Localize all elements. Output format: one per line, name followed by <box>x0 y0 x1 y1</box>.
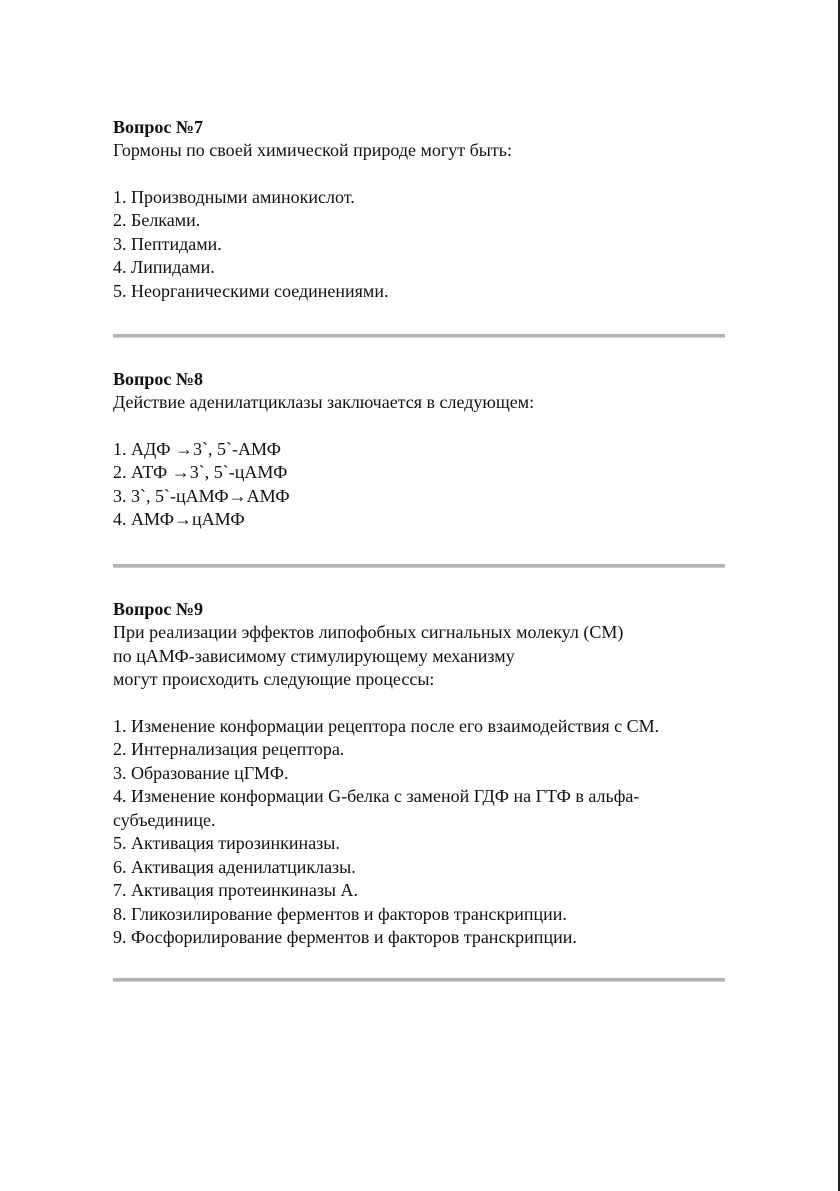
section-divider <box>113 334 725 338</box>
answer-option: 1. АДФ →3`, 5`-АМФ <box>113 438 281 459</box>
answer-option: 8. Гликозилирование ферментов и факторов транскрипции. <box>113 903 567 924</box>
answer-option: 9. Фосфорилирование ферментов и факторов транскрипции. <box>113 927 577 947</box>
answer-option: 3. Образование цГМФ. <box>113 762 289 783</box>
question-7 <box>113 115 733 303</box>
answer-list <box>113 438 733 532</box>
question-text: При реализации эффектов липофобных сигнальных молекул (СМ) <box>113 622 624 642</box>
answer-option: 1. Изменение конформации рецептора после его взаимодействия с СМ. <box>113 715 660 736</box>
answer-list <box>113 715 733 950</box>
answer-option: 5. Неорганическими соединениями. <box>113 280 389 301</box>
question-text: по цАМФ-зависимому стимулирующему механизму <box>113 645 515 666</box>
answer-option: 7. Активация протеинкиназы А. <box>113 880 359 900</box>
question-text: Гормоны по своей химической природе могут быть: <box>113 140 512 160</box>
answer-option: 2. Белками. <box>113 210 201 230</box>
question-title: Вопрос №7 <box>113 117 203 137</box>
section-divider <box>113 564 725 568</box>
question-9 <box>113 597 733 950</box>
answer-option: 6. Активация аденилатциклазы. <box>113 856 356 877</box>
question-8 <box>113 367 733 532</box>
question-text: Действие аденилатциклазы заключается в следующем: <box>113 392 535 412</box>
question-title: Вопрос №8 <box>113 369 203 389</box>
answer-option: 4. Изменение конформации G-белка с заменой ГДФ на ГТФ в альфа- <box>113 786 640 806</box>
answer-option: 3. Пептидами. <box>113 233 222 254</box>
question-title: Вопрос №9 <box>113 599 203 619</box>
answer-option: 4. Липидами. <box>113 257 215 277</box>
answer-option: 5. Активация тирозинкиназы. <box>113 833 340 853</box>
question-text: могут происходить следующие процессы: <box>113 669 435 689</box>
answer-option: субъединице. <box>113 809 216 830</box>
section-divider <box>113 978 725 982</box>
answer-option: 3. 3`, 5`-цАМФ→АМФ <box>113 485 290 506</box>
answer-option: 4. АМФ→цАМФ <box>113 509 245 529</box>
answer-option: 2. Интернализация рецептора. <box>113 739 345 759</box>
answer-option: 2. АТФ →3`, 5`-цАМФ <box>113 462 288 482</box>
answer-option: 1. Производными аминокислот. <box>113 186 355 207</box>
answer-list <box>113 186 733 304</box>
